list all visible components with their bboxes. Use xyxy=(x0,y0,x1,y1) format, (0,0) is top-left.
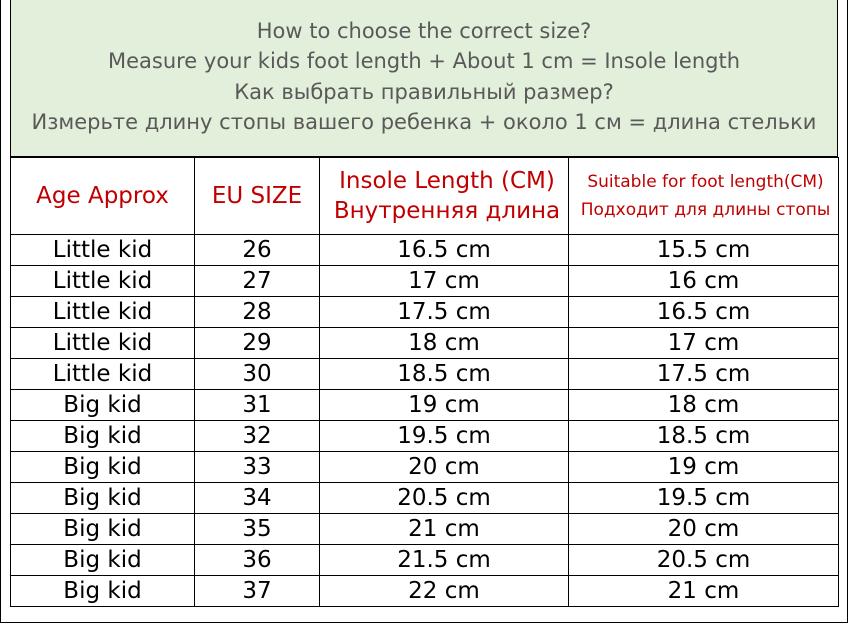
age-cell: Big kid xyxy=(11,545,195,576)
age-cell: Little kid xyxy=(11,359,195,390)
header-foot-length-ru: Подходит для длины стопы xyxy=(580,200,831,220)
header-age-approx: Age Approx xyxy=(11,158,195,235)
age-cell: Big kid xyxy=(11,390,195,421)
table-row xyxy=(11,514,839,545)
table-header-row xyxy=(11,158,839,235)
instruction-title-en: How to choose the correct size? xyxy=(256,19,592,43)
eu-size-cell: 27 xyxy=(195,266,320,297)
foot-length-cell: 15.5 cm xyxy=(569,235,839,266)
table-row xyxy=(11,545,839,576)
table-row xyxy=(11,297,839,328)
foot-length-cell: 21 cm xyxy=(569,576,839,607)
eu-size-cell: 34 xyxy=(195,483,320,514)
size-table xyxy=(10,157,839,607)
header-insole-length xyxy=(320,158,569,235)
age-cell: Big kid xyxy=(11,514,195,545)
eu-size-cell: 32 xyxy=(195,421,320,452)
instruction-formula-en: Measure your kids foot length + About 1 cm = Insole length xyxy=(107,49,741,73)
table-row xyxy=(11,266,839,297)
age-cell: Big kid xyxy=(11,576,195,607)
insole-length-cell: 22 cm xyxy=(320,576,569,607)
table-row xyxy=(11,235,839,266)
insole-length-cell: 18.5 cm xyxy=(320,359,569,390)
header-foot-length xyxy=(569,158,839,235)
foot-length-cell: 17.5 cm xyxy=(569,359,839,390)
table-row xyxy=(11,328,839,359)
insole-length-cell: 20 cm xyxy=(320,452,569,483)
age-cell: Little kid xyxy=(11,328,195,359)
insole-length-cell: 21.5 cm xyxy=(320,545,569,576)
header-foot-length-en: Suitable for foot length(CM) xyxy=(587,172,824,192)
insole-length-cell: 20.5 cm xyxy=(320,483,569,514)
age-cell: Little kid xyxy=(11,235,195,266)
age-cell: Big kid xyxy=(11,421,195,452)
table-row xyxy=(11,421,839,452)
foot-length-cell: 18 cm xyxy=(569,390,839,421)
eu-size-cell: 36 xyxy=(195,545,320,576)
eu-size-cell: 31 xyxy=(195,390,320,421)
age-cell: Big kid xyxy=(11,483,195,514)
table-row xyxy=(11,359,839,390)
header-insole-length-en: Insole Length (CM) xyxy=(339,168,555,194)
table-row xyxy=(11,452,839,483)
eu-size-cell: 30 xyxy=(195,359,320,390)
insole-length-cell: 17.5 cm xyxy=(320,297,569,328)
insole-length-cell: 21 cm xyxy=(320,514,569,545)
instruction-formula-ru: Измерьте длину стопы вашего ребенка + около 1 см = длина стельки xyxy=(31,110,817,134)
eu-size-cell: 28 xyxy=(195,297,320,328)
foot-length-cell: 19 cm xyxy=(569,452,839,483)
table-row xyxy=(11,390,839,421)
table-row xyxy=(11,483,839,514)
table-body xyxy=(11,235,839,607)
foot-length-cell: 16 cm xyxy=(569,266,839,297)
eu-size-cell: 26 xyxy=(195,235,320,266)
insole-length-cell: 19 cm xyxy=(320,390,569,421)
foot-length-cell: 16.5 cm xyxy=(569,297,839,328)
foot-length-cell: 20 cm xyxy=(569,514,839,545)
eu-size-cell: 35 xyxy=(195,514,320,545)
insole-length-cell: 19.5 cm xyxy=(320,421,569,452)
foot-length-cell: 18.5 cm xyxy=(569,421,839,452)
header-insole-length-ru: Внутренняя длина xyxy=(333,198,561,224)
table-row xyxy=(11,576,839,607)
eu-size-cell: 33 xyxy=(195,452,320,483)
foot-length-cell: 17 cm xyxy=(569,328,839,359)
insole-length-cell: 17 cm xyxy=(320,266,569,297)
age-cell: Big kid xyxy=(11,452,195,483)
age-cell: Little kid xyxy=(11,297,195,328)
insole-length-cell: 18 cm xyxy=(320,328,569,359)
eu-size-cell: 37 xyxy=(195,576,320,607)
header-eu-size: EU SIZE xyxy=(195,158,320,235)
eu-size-cell: 29 xyxy=(195,328,320,359)
age-cell: Little kid xyxy=(11,266,195,297)
foot-length-cell: 20.5 cm xyxy=(569,545,839,576)
insole-length-cell: 16.5 cm xyxy=(320,235,569,266)
instruction-title-ru: Как выбрать правильный размер? xyxy=(234,80,614,104)
instructions-banner xyxy=(10,0,838,157)
foot-length-cell: 19.5 cm xyxy=(569,483,839,514)
